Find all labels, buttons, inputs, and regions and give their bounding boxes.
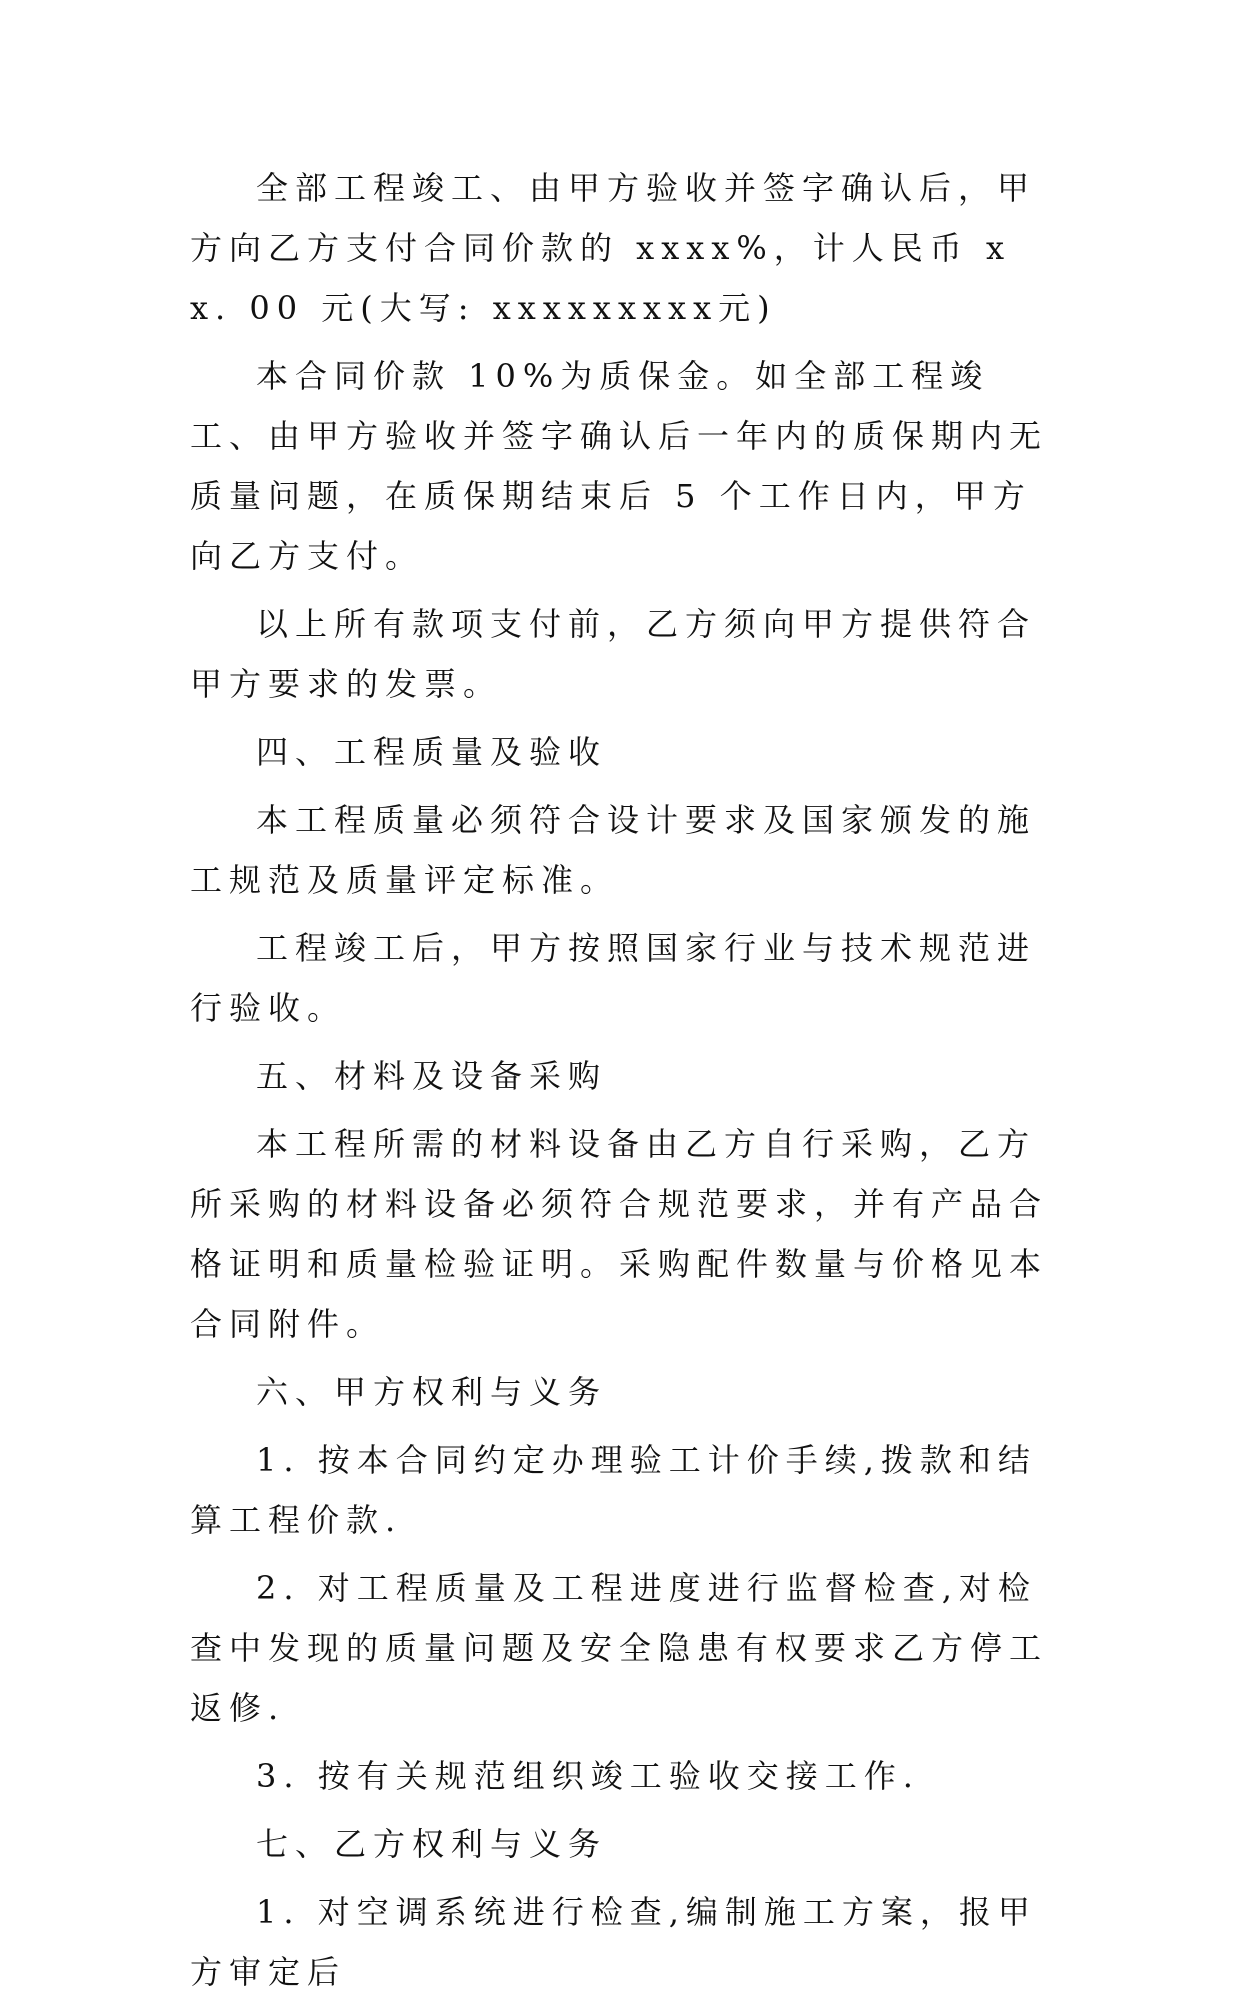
paragraph-party-b-item-1: 1. 对空调系统进行检查,编制施工方案，报甲方审定后 <box>190 1893 1037 1991</box>
section-heading-materials: 五、材料及设备采购 <box>256 1057 608 1095</box>
paragraph-party-a-item-3: 3. 按有关规范组织竣工验收交接工作. <box>256 1757 920 1795</box>
section-heading-party-b: 七、乙方权利与义务 <box>256 1825 608 1863</box>
paragraph-acceptance: 工程竣工后，甲方按照国家行业与技术规范进行验收。 <box>190 929 1037 1027</box>
section-heading-party-a: 六、甲方权利与义务 <box>256 1373 608 1411</box>
paragraph-party-a-item-1: 1. 按本合同约定办理验工计价手续,拨款和结算工程价款. <box>190 1441 1037 1539</box>
document-body <box>190 158 1052 2010</box>
section-heading-quality: 四、工程质量及验收 <box>256 733 608 771</box>
paragraph-quality-standard: 本工程质量必须符合设计要求及国家颁发的施工规范及质量评定标准。 <box>190 801 1037 899</box>
paragraph-materials: 本工程所需的材料设备由乙方自行采购，乙方所采购的材料设备必须符合规范要求，并有产品合格证明和质量检验证明。采购配件数量与价格见本合同附件。 <box>190 1125 1049 1343</box>
paragraph-final-payment: 全部工程竣工、由甲方验收并签字确认后，甲方向乙方支付合同价款的 xxxx%，计人民币 xx. 00 元(大写: xxxxxxxxx元) <box>190 169 1037 327</box>
paragraph-warranty-deposit: 本合同价款 10%为质保金。如全部工程竣工、由甲方验收并签字确认后一年内的质保期内无质量问题，在质保期结束后 5 个工作日内，甲方向乙方支付。 <box>190 357 1049 575</box>
paragraph-invoice: 以上所有款项支付前，乙方须向甲方提供符合甲方要求的发票。 <box>190 605 1037 703</box>
paragraph-party-a-item-2: 2. 对工程质量及工程进度进行监督检查,对检查中发现的质量问题及安全隐患有权要求乙方停工返修. <box>190 1569 1049 1727</box>
